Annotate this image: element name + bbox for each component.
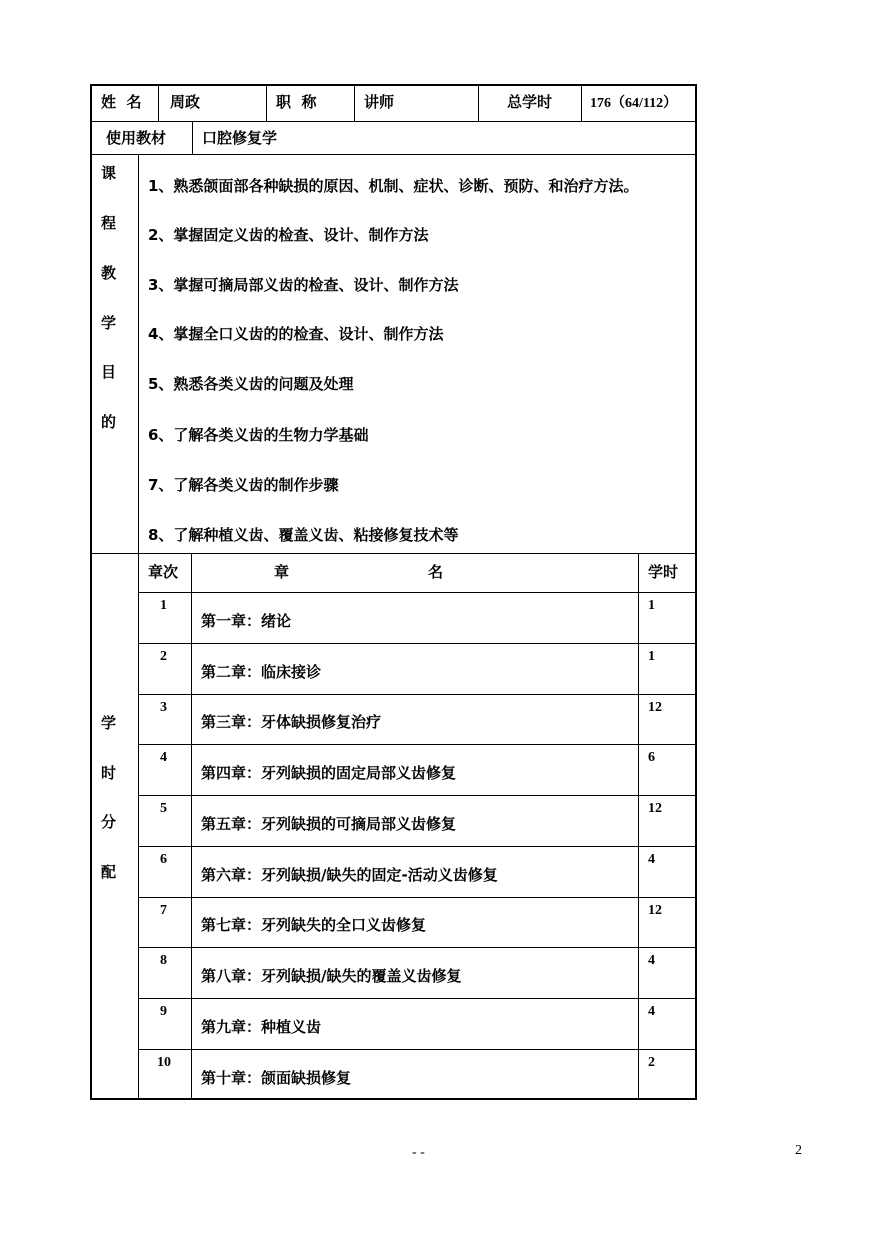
row-divider [138,998,697,999]
schedule-label-char: 学 [101,714,117,732]
row-divider [138,694,697,695]
chapter-name: 第四章：牙列缺损的固定局部义齿修复 [201,764,457,782]
col-header-name-2: 名 [428,563,444,581]
col-divider [192,121,193,154]
objectives-label-char: 目 [101,363,117,381]
col-divider [478,84,479,121]
chapter-hours: 12 [648,903,662,918]
objective-item: 2、掌握固定义齿的检查、设计、制作方法 [148,226,429,244]
total-hours-label: 总学时 [507,93,553,111]
chapter-name: 第九章：种植义齿 [201,1018,322,1036]
chapter-hours: 12 [648,700,662,715]
chapter-number: 8 [160,953,167,968]
objectives-label-char: 教 [101,264,117,282]
col-divider [158,84,159,121]
objectives-label-char: 学 [101,314,117,332]
schedule-label-char: 时 [101,764,117,782]
row-divider [138,795,697,796]
row-divider [90,121,697,122]
col-divider [638,553,639,1100]
chapter-number: 6 [160,852,167,867]
chapter-hours: 4 [648,852,655,867]
row-divider [138,1049,697,1050]
chapter-number: 2 [160,649,167,664]
row-divider [90,553,697,554]
chapter-number: 1 [160,598,167,613]
chapter-number: 7 [160,903,167,918]
objective-item: 6、了解各类义齿的生物力学基础 [148,426,369,444]
row-divider [138,744,697,745]
chapter-name: 第七章：牙列缺失的全口义齿修复 [201,916,427,934]
col-header-hours: 学时 [648,563,679,581]
footer-mark: - - [412,1145,425,1160]
chapter-name: 第十章：颌面缺损修复 [201,1069,352,1087]
chapter-name: 第一章：绪论 [201,612,292,630]
chapter-hours: 4 [648,1004,655,1019]
chapter-name: 第三章：牙体缺损修复治疗 [201,713,382,731]
name-value: 周政 [170,93,201,111]
objective-item: 1、熟悉颌面部各种缺损的原因、机制、症状、诊断、预防、和治疗方法。 [148,177,639,195]
page-number: 2 [795,1143,802,1158]
col-header-name-1: 章 [274,563,290,581]
chapter-hours: 1 [648,598,655,613]
objective-item: 5、熟悉各类义齿的问题及处理 [148,375,354,393]
chapter-name: 第二章：临床接诊 [201,663,322,681]
chapter-number: 10 [157,1055,171,1070]
chapter-hours: 6 [648,750,655,765]
row-divider [90,154,697,155]
objective-item: 7、了解各类义齿的制作步骤 [148,476,339,494]
chapter-number: 5 [160,801,167,816]
chapter-number: 3 [160,700,167,715]
row-divider [138,947,697,948]
schedule-label-char: 配 [101,863,117,881]
objectives-label-char: 程 [101,214,117,232]
row-divider [138,643,697,644]
col-divider [266,84,267,121]
objective-item: 8、了解种植义齿、覆盖义齿、粘接修复技术等 [148,526,459,544]
chapter-hours: 4 [648,953,655,968]
chapter-name: 第六章：牙列缺损/缺失的固定-活动义齿修复 [201,866,498,884]
row-divider [138,897,697,898]
chapter-number: 9 [160,1004,167,1019]
objective-item: 4、掌握全口义齿的的检查、设计、制作方法 [148,325,444,343]
chapter-hours: 2 [648,1055,655,1070]
chapter-hours: 1 [648,649,655,664]
textbook-label: 使用教材 [106,129,167,147]
col-header-chapter: 章次 [148,563,179,581]
col-divider [354,84,355,121]
row-divider [138,846,697,847]
chapter-name: 第八章：牙列缺损/缺失的覆盖义齿修复 [201,967,462,985]
schedule-label-char: 分 [101,813,117,831]
title-label: 职 称 [276,93,317,111]
title-value: 讲师 [364,93,395,111]
col-divider [191,553,192,1100]
textbook-value: 口腔修复学 [202,129,278,147]
objectives-label-char: 课 [101,164,117,182]
chapter-number: 4 [160,750,167,765]
chapter-hours: 12 [648,801,662,816]
chapter-name: 第五章：牙列缺损的可摘局部义齿修复 [201,815,457,833]
total-hours-value: 176（64/112） [590,96,678,111]
objectives-label-char: 的 [101,413,117,431]
col-divider [581,84,582,121]
row-divider [138,592,697,593]
col-divider [138,154,139,1100]
objective-item: 3、掌握可摘局部义齿的检查、设计、制作方法 [148,276,459,294]
name-label: 姓 名 [101,93,142,111]
